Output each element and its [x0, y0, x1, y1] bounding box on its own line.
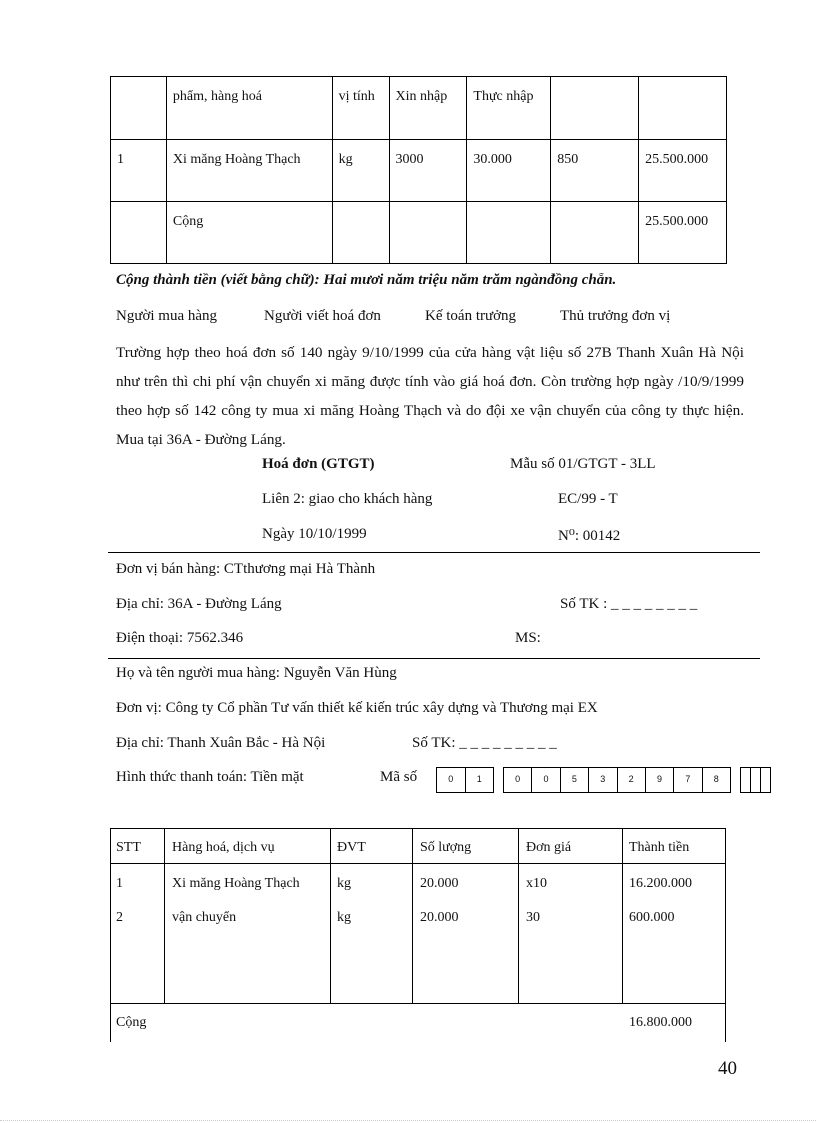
- invoice-date: Ngày 10/10/1999: [262, 526, 367, 542]
- column-header: Hàng hoá, dịch vụ: [172, 840, 275, 855]
- table-cell: 30: [526, 910, 540, 925]
- table-cell: 25.500.000: [639, 202, 727, 264]
- invoice-copy: Liên 2: giao cho khách hàng: [262, 491, 433, 507]
- table-cell: vận chuyển: [172, 910, 237, 925]
- signature-label: Người mua hàng: [116, 308, 218, 324]
- tax-code-group-1: [436, 767, 494, 793]
- tax-code-digit: 3: [589, 768, 617, 792]
- tax-code-digit: 0: [437, 768, 466, 792]
- seller-unit: Đơn vị bán hàng: CTthương mại Hà Thành: [116, 561, 376, 577]
- table-cell: Thực nhập: [467, 77, 551, 140]
- seller-address: Địa chỉ: 36A - Đường Láng: [116, 596, 282, 612]
- table-cell: kg: [337, 910, 351, 925]
- column-header: STT: [116, 840, 141, 855]
- tax-code-digit: 0: [504, 768, 532, 792]
- table-cell: Xi măng Hoàng Thạch: [166, 140, 332, 202]
- tax-code-digit: 2: [618, 768, 646, 792]
- buyer-address: Địa chỉ: Thanh Xuân Bắc - Hà Nội: [116, 735, 326, 751]
- tax-code-label: Mã số: [380, 769, 418, 785]
- tax-code-digit: 1: [476, 774, 482, 784]
- body-paragraph: Trường hợp theo hoá đơn số 140 ngày 9/10/1999 của cửa hàng vật liệu số 27B Thanh Xuân Hà Nội như trên thì chi phí vận chuyển xi măng được tính vào giá hoá đơn. Còn trường hợp ngày /10/9/1999 theo hợp số 142 công ty mua xi măng Hoàng Thạch và do đội xe vận chuyển của công ty thực hiện. Mua tại 36A - Đường Láng.: [116, 344, 744, 448]
- column-header: ĐVT: [337, 840, 366, 855]
- table-cell: [332, 202, 389, 264]
- signature-label: Kế toán trưởng: [425, 308, 517, 324]
- table-cell: 3000: [389, 140, 467, 202]
- page-edge: [0, 1120, 816, 1121]
- buyer-unit: Đơn vị: Công ty Cổ phần Tư vấn thiết kế kiến trúc xây dựng và Thương mại EX: [116, 700, 598, 716]
- table-cell: [111, 202, 167, 264]
- table-cell: 2: [116, 910, 123, 925]
- seller-account: Số TK : _ _ _ _ _ _ _ _: [560, 596, 698, 612]
- total-in-words: Cộng thành tiền (viết bằng chữ): Hai mươi năm triệu năm trăm ngànđồng chẵn.: [116, 272, 617, 288]
- tax-code-digit: 7: [674, 768, 702, 792]
- tax-code-digit: [741, 768, 751, 792]
- table-cell: kg: [332, 140, 389, 202]
- table-cell: 30.000: [467, 140, 551, 202]
- table-cell: 850: [551, 140, 639, 202]
- tax-code-digit: [751, 768, 761, 792]
- table-cell: 600.000: [629, 910, 675, 925]
- table-cell: 20.000: [420, 876, 459, 891]
- tax-code-digit: 5: [561, 768, 589, 792]
- table-cell: phẩm, hàng hoá: [166, 77, 332, 140]
- table-cell: [551, 202, 639, 264]
- signature-label: Thủ trưởng đơn vị: [560, 308, 671, 324]
- payment-method: Hình thức thanh toán: Tiền mặt: [116, 769, 304, 785]
- invoice-items-table: [110, 828, 726, 1042]
- table-cell: [467, 202, 551, 264]
- table-cell: [639, 77, 727, 140]
- invoice-number: N⁰: 00142: [558, 528, 621, 544]
- seller-ms: MS:: [515, 630, 541, 646]
- table-cell: 1: [111, 140, 167, 202]
- table-cell: Xin nhập: [389, 77, 467, 140]
- buyer-account: Số TK: _ _ _ _ _ _ _ _ _: [412, 735, 557, 751]
- table-cell: [111, 77, 167, 140]
- table-cell: 25.500.000: [639, 140, 727, 202]
- invoice-series: EC/99 - T: [558, 491, 618, 507]
- table-row: [111, 140, 727, 202]
- column-header: Thành tiền: [629, 840, 690, 855]
- table-cell: vị tính: [332, 77, 389, 140]
- tax-code-group-3: [740, 767, 771, 793]
- table-cell: kg: [337, 876, 351, 891]
- table-cell: Cộng: [166, 202, 332, 264]
- table-cell: Xi măng Hoàng Thạch: [172, 876, 300, 891]
- tax-code-group-2: [503, 767, 731, 793]
- tax-code-digit: 0: [532, 768, 560, 792]
- column-header: Số lượng: [420, 840, 472, 855]
- table-cell: [551, 77, 639, 140]
- divider: [108, 552, 760, 553]
- total-label: Cộng: [116, 1015, 147, 1030]
- table-cell: 16.200.000: [629, 876, 692, 891]
- receipt-table: [110, 76, 727, 264]
- table-cell: x10: [526, 876, 547, 891]
- table-cell: [389, 202, 467, 264]
- signature-label: Người viết hoá đơn: [264, 308, 381, 324]
- table-cell: 20.000: [420, 910, 459, 925]
- table-cell: 1: [116, 876, 123, 891]
- table-row: [111, 77, 727, 140]
- total-value: 16.800.000: [629, 1015, 692, 1030]
- divider: [108, 658, 760, 659]
- buyer-name: Họ và tên người mua hàng: Nguyễn Văn Hùng: [116, 665, 397, 681]
- page-number: 40: [718, 1058, 737, 1079]
- invoice-title: Hoá đơn (GTGT): [262, 456, 375, 472]
- seller-phone: Điện thoại: 7562.346: [116, 630, 244, 646]
- table-row: [111, 202, 727, 264]
- tax-code-digit: [761, 768, 770, 792]
- tax-code-digit: 9: [646, 768, 674, 792]
- column-header: Đơn giá: [526, 840, 572, 855]
- invoice-form-number: Mẫu số 01/GTGT - 3LL: [510, 456, 656, 472]
- tax-code-digit: 8: [713, 774, 719, 784]
